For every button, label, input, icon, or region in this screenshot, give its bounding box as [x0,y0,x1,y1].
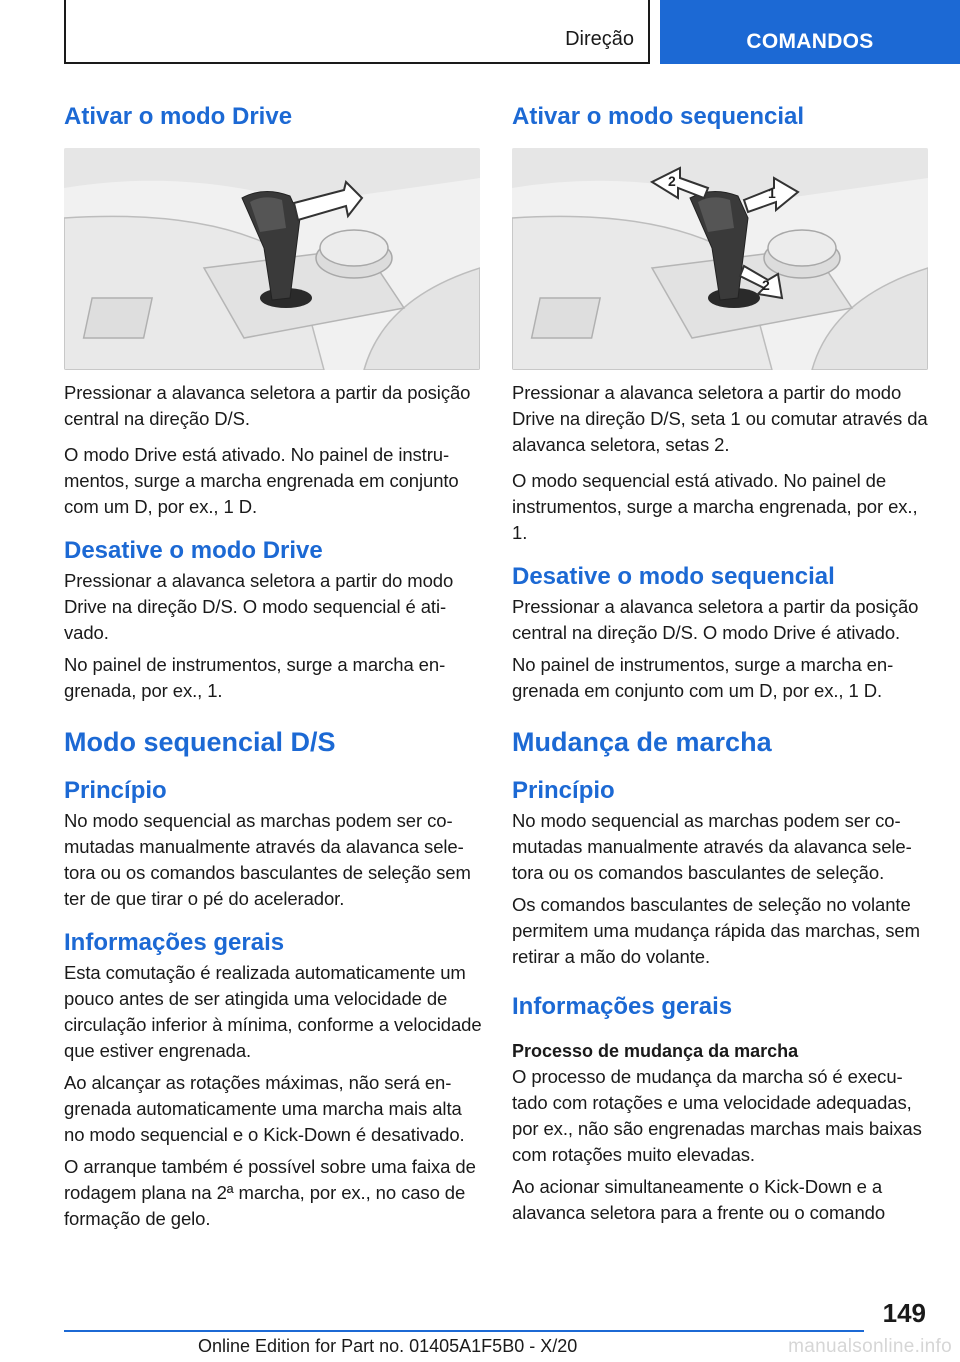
paragraph: No modo sequencial as marchas podem ser comutadas manualmente através da alavanca seletora ou os comandos basculantes de seleção sem ter de que tirar o pé do acelerador. [64,810,471,909]
paragraph: No modo sequencial as marchas podem ser comutadas manualmente através da alavanca seletora ou os comandos basculantes de seleção. [512,810,912,883]
paragraph: Pressionar a alavanca seletora a partir da posição central na direção D/S. [64,382,471,429]
heading-activate-sequential: Ativar o modo sequencial [512,103,805,130]
heading-deactivate-drive: Desative o modo Drive [64,537,323,564]
heading-principle: Princípio [512,777,615,804]
gear-selector-drawing [64,148,480,370]
arrow-2-up-label: 2 [668,173,676,189]
paragraph: Os comandos basculantes de seleção no volante permitem uma mudança rápida das marchas, sem retirar a mão do volante. [512,894,920,967]
heading-general-info: Informações gerais [64,929,285,956]
heading-sequential-mode: Modo sequencial D/S [64,727,336,757]
gear-selector-arrows-drawing [512,148,928,370]
arrow-1-label: 1 [768,185,776,201]
page-number: 149 [882,1298,926,1328]
paragraph: No painel de instrumentos, surge a marcha engrenada em conjunto com um D, por ex., 1 D. [512,654,894,701]
paragraph: Pressionar a alavanca seletora a partir do modo Drive na direção D/S. O modo sequencial é ativado. [64,570,454,643]
header-section-title: Direção [565,28,634,50]
gear-selector-arrows-illustration [512,148,928,370]
heading-general-info: Informações gerais [512,993,733,1020]
header-section-box [64,0,650,64]
right-column [512,100,930,1226]
paragraph: Ao alcançar as rotações máximas, não será engrenada automaticamente uma marcha mais alta no modo sequencial e o Kick-Down é desativado. [64,1072,465,1145]
header-chapter-tab: COMANDOS [660,0,960,64]
paragraph: Esta comutação é realizada automaticamente um pouco antes de ser atingida uma velocidade de circulação inferior à mínima, conforme a velocidade que estiver engrenada. [64,962,482,1061]
paragraph: Pressionar a alavanca seletora a partir da posição central na direção D/S. O modo Drive é ativado. [512,596,919,643]
footer-divider [64,1330,864,1332]
subheading-gear-change-process: Processo de mudança da marcha [512,1041,799,1061]
paragraph: O modo Drive está ativado. No painel de instrumentos, surge a marcha engrenada em conjunto com um D, por ex., 1 D. [64,444,459,517]
paragraph: Pressionar a alavanca seletora a partir do modo Drive na direção D/S, seta 1 ou comutar através da alavanca seletora, setas 2. [512,382,928,455]
paragraph: O arranque também é possível sobre uma faixa de rodagem plana na 2ª marcha, por ex., no caso de formação de gelo. [64,1156,476,1229]
paragraph: O modo sequencial está ativado. No painel de instrumentos, surge a marcha engrenada, por ex., 1. [512,470,918,543]
gear-selector-illustration [64,148,480,370]
heading-activate-drive: Ativar o modo Drive [64,103,293,130]
footer-edition: Online Edition for Part no. 01405A1F5B0 - X/20 [198,1336,578,1356]
paragraph: Ao acionar simultaneamente o Kick-Down e a alavanca seletora para a frente ou o comando [512,1176,886,1223]
footer-watermark: manualsonline.info [788,1336,952,1357]
page-header [0,0,960,64]
heading-deactivate-sequential: Desative o modo sequencial [512,563,835,590]
arrow-2-down-label: 2 [762,277,770,293]
heading-principle: Princípio [64,777,167,804]
left-column [64,100,482,1232]
heading-gear-change: Mudança de marcha [512,727,772,757]
paragraph: No painel de instrumentos, surge a marcha engrenada, por ex., 1. [64,654,446,701]
paragraph: O processo de mudança da marcha só é executado com rotações e uma velocidade adequadas, por ex., não são engrenadas marchas mais baixas com rotações muito elevadas. [512,1066,922,1165]
